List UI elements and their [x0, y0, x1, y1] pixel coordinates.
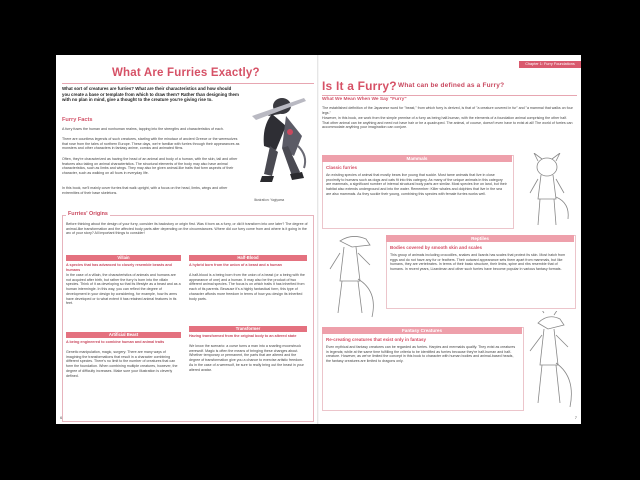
villain-text: In the case of a villain, the characteristics of animals and humans are not acquired after birth, but rather the furry is born into the villain species. Think of it as developing so that its lifestyle as a beast and as a human intermingle. In this way, you can reflect the degree of development in your design by considering, for example, how its arms have developed or to what extent it has retained animal features in its feet. — [66, 273, 181, 306]
right-page-subtitle: What can be defined as a Furry? — [398, 82, 505, 89]
mammals-subheading: Classic furries — [326, 165, 358, 170]
warrior-illustration — [242, 86, 316, 196]
page-number-left: 6 — [60, 415, 63, 420]
fantasy-label: Fantasy Creatures — [322, 327, 522, 334]
half-blood-subheading: A hybrid born from the union of a beast and a human — [189, 263, 282, 267]
lizard-sketch-icon — [322, 231, 382, 321]
chapter-tag: Chapter 1: Furry Foundations — [519, 61, 581, 68]
intro-text: What sort of creatures are furries? What are their characteristics and how should you create a base or template from which to draw them? Rather than designing them with no plan in mind, give a thought to the creature you're giving rise to. — [62, 86, 239, 102]
villain-label: Villain — [66, 255, 181, 261]
transformer-label: Transformer — [189, 326, 307, 332]
left-page — [56, 55, 318, 424]
page-number-right: 7 — [574, 415, 577, 420]
facts-paragraph-1: A furry fuses the human and nonhuman realms, tapping into the strengths and characteristics of each. — [62, 127, 224, 131]
artificial-beast-text: Genetic manipulation, magic, surgery: There are many ways of imagining the transformations that result in a character combining different species. There's no limit to the number of creatures that can form the foundation. When combining multiple creatures, however, the degree of difficulty increases. Make sure your illustration is cleverly defined. — [66, 350, 178, 378]
reptiles-subheading: Bodies covered by smooth skin and scales — [390, 245, 483, 250]
facts-paragraph-2: There are countless legends of such creatures, starting with the minotaur of ancient Greece or the werewolves that rose from the tales of northern Europe. These days, we're familiar with furries through their appearances as monsters and other characters in fantasy anime, comics and animated films. — [62, 137, 240, 151]
book-spread — [56, 55, 581, 424]
origins-box — [62, 215, 314, 422]
half-blood-label: Half-Blood — [189, 255, 307, 261]
artificial-beast-label: Artificial Beast — [66, 332, 181, 338]
facts-paragraph-4: In this book, we'll mainly cover furries that walk upright, with a focus on the head, limbs, wings and other extremities of their base skeletons. — [62, 186, 228, 195]
section-paragraph-2: However, in this book, we work from the simple premise of a furry as being half-human, with the elements of a foundation animal comprising the other half. That other animal can be anything and need not have hair or be a quadruped. The animal, of course, doesn't even have to exist at all! The world of furries can accommodate anything your imagination can conjure. — [322, 116, 573, 130]
right-page — [318, 55, 581, 424]
artificial-beast-subheading: A being engineered to combine human and animal traits — [66, 340, 165, 344]
reptiles-text: This group of animals including crocodiles, snakes and lizards has scales that protect its skin. Most hatch from eggs and do not have any fur or feathers. Their outward appearance sets them apart from mammals, but like humans, they are vertebrates. In terms of their basic structure, their limbs, spine and ribs resemble that of humans. In recent years, Lizardman and other such furries have become popular in various fantasy formats. — [390, 253, 566, 272]
illustration-credit: Illustration: Yagiyama — [254, 198, 285, 202]
origins-heading: Furries' Origins — [68, 211, 108, 217]
mammals-text: An existing species of animal that mostly bears live young that suckle. Most tame animals that live in close proximity to humans such as dogs and cats fit into this category. As many of the unique animals in this category are mammals, a significant number of internal structural body parts are similar. Most species live on land, but their habitat also extends underground and into the water. Remember: Killer whales and dolphins that live in the sea are also mammals. As they suckle their young, combining this species with female furries works well. — [326, 173, 507, 196]
right-page-title: Is It a Furry? — [322, 79, 397, 93]
fantasy-text: Even mythical and fantasy creatures can be regarded as furries. Harpies and mermaids qualify. They exist as creatures in legends; while at the same time fulfilling the criteria to be identified as furries because they're half-human and half-creature. However, as we've limited the concept in this book to character with human bodies and animal-based heads, the fantasy creatures are limited to dragons only. — [326, 345, 516, 364]
warrior-figure-icon — [242, 86, 316, 196]
cat-sketch-icon — [516, 153, 578, 229]
facts-heading: Furry Facts — [62, 117, 93, 123]
half-blood-text: A half-blood is a being born from the union of a beast (or a being with the appearance of one) and a human. It may also be the product of two different animal species. The focus is on which traits it has inherited from each of its parents. Because it's a highly fantastical form, this type of character affords more freedom in terms of how you design its inherited body parts. — [189, 273, 305, 301]
facts-paragraph-3: Often, they're characterized as having the head of an animal and body of a human, with the skin, tail and other features also taking on animal characteristics. The structural elements of the body may also have animal characteristics, such as limbs and wings. They may also be given animal-like traits that form aspects of their character, such as walking on all fours in everyday life. — [62, 157, 238, 176]
villain-subheading: A species that has advanced to closely resemble beasts and humans — [66, 263, 172, 272]
title-rule — [62, 83, 314, 84]
origins-text: Before thinking about the design of your furry, consider its backstory or origin first. Was it born as a furry, or did it transform into one later? The degree of animal-like transformation and the affected body parts alter depending on the circumstances. Where did our furry come from and where is it going in the arc of your story? All important things to consider! — [66, 222, 308, 236]
dragon-sketch-icon — [524, 311, 578, 411]
reptiles-label: Reptiles — [386, 235, 574, 242]
mammals-label: Mammals — [322, 155, 512, 162]
transformer-subheading: Having transformed from the original body to an altered state — [189, 334, 297, 338]
transformer-text: We know the scenario: a curse turns a man into a snarling moonstruck werewolf. Magic is often the means of bringing these changes about. Whether temporary or permanent, the parts that are altered and the degree of transformation give you a chance to exercise artistic freedom. As in the case of a werewolf, be sure to really bring out the beast in your altered avatar. — [189, 344, 304, 372]
page-title: What Are Furries Exactly? — [112, 67, 260, 79]
section-heading: What We Mean When We Say "Furry" — [322, 97, 407, 102]
fantasy-subheading: Re-creating creatures that exist only in fantasy — [326, 337, 427, 342]
section-paragraph-1: The established definition of the Japanese word for "beast," from which furry is derived, is that of "a creature covered in fur" and "a mammal that walks on four legs." — [322, 106, 573, 115]
